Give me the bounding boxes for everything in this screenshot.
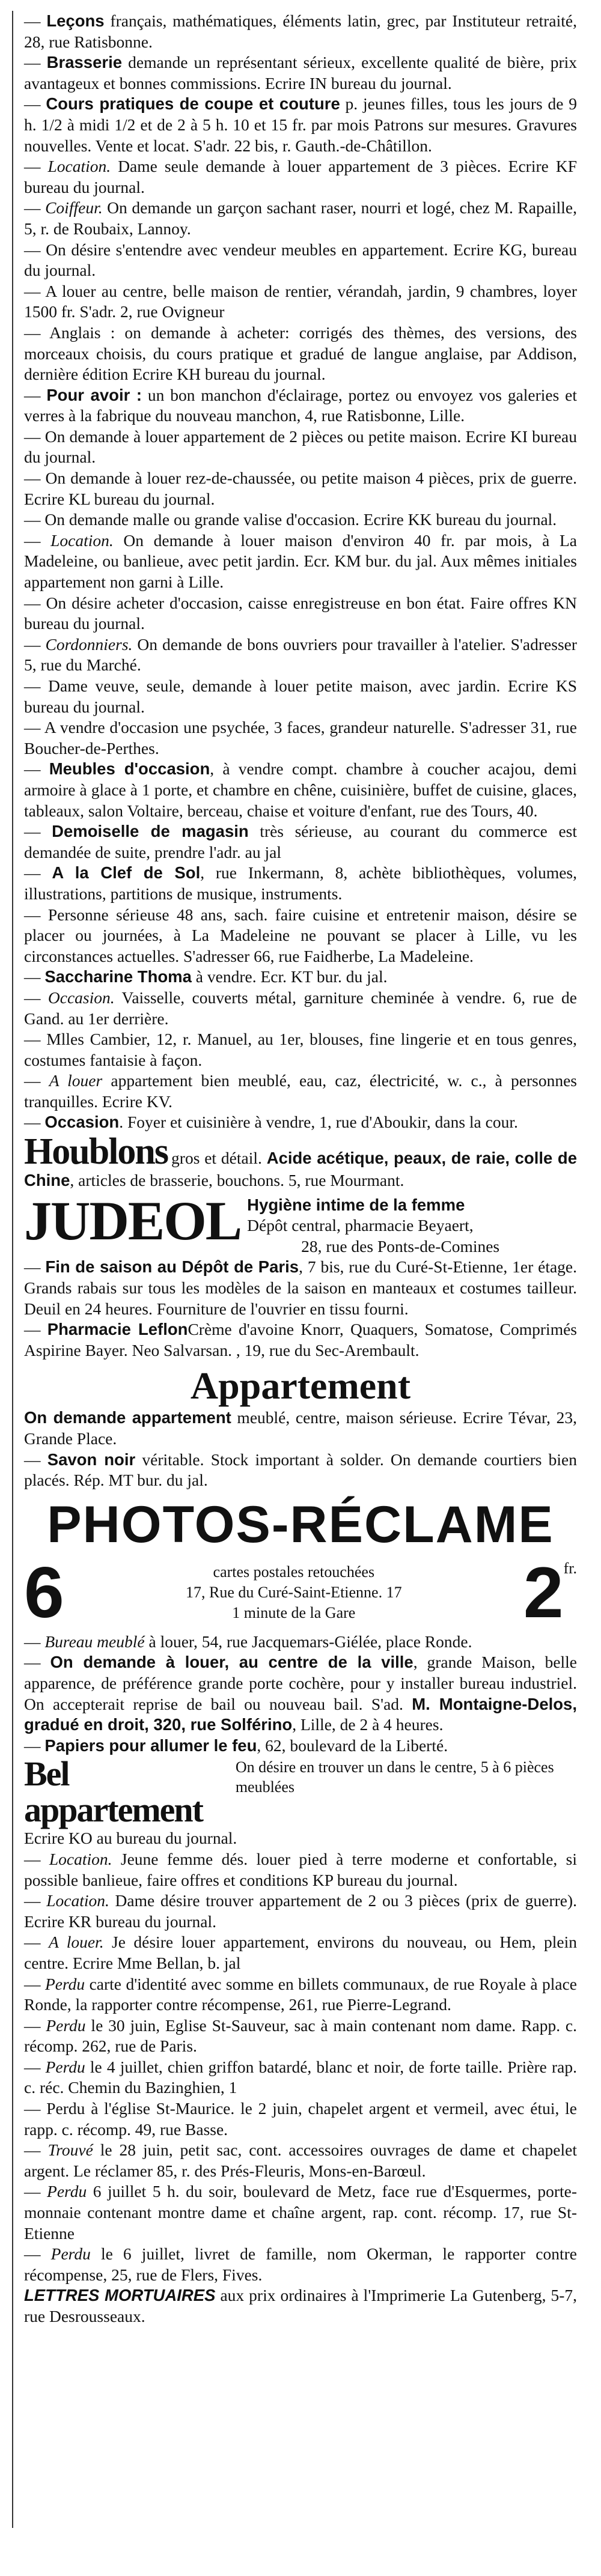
ad-prefix: —: [24, 1113, 45, 1132]
ad-text: , 62, boulevard de la Liberté.: [257, 1736, 448, 1755]
ads-section-c: [24, 1450, 577, 1491]
ad-text: appartement bien meublé, eau, caz, électricité, w. c., à personnes tranquilles. Ecrire KV.: [24, 1071, 577, 1111]
classified-ad: [24, 676, 577, 717]
ads-section-b: [24, 1257, 577, 1361]
classified-ad: [24, 323, 577, 385]
photos-fr: fr.: [563, 1559, 577, 1577]
ad-bold: Fin de saison au Dépôt de Paris: [45, 1257, 299, 1277]
lettres-bold: LETTRES MORTUAIRES: [24, 2286, 216, 2305]
classified-ad: [24, 1257, 577, 1319]
judeol-line1: Hygiène intime de la femme: [247, 1195, 465, 1214]
ad-text: le 4 juillet, chien griffon batardé, blanc et noir, de forte taille. Prière rap. c. réc. Chemin du Bazinghien, 1: [24, 2057, 577, 2097]
classified-ad: [24, 530, 577, 593]
ad-prefix: —: [24, 988, 48, 1007]
ad-text: le 28 juin, petit sac, cont. accessoires ouvrages de dame et chapelet argent. Le réclamer 85, r. des Prés-Fleuris, Mons-en-Barœul.: [24, 2140, 577, 2180]
classified-ad: [24, 94, 577, 156]
classified-ad: [24, 1632, 577, 1653]
ad-prefix: —: [24, 1320, 47, 1339]
ad-text: Jeune femme dés. louer pied à terre moderne et confortable, si possible banlieue, faire offres et conditions KP bureau du journal.: [24, 1849, 577, 1889]
ad-prefix: —: [24, 510, 45, 529]
ad-prefix: —: [24, 1257, 46, 1277]
ad-prefix: —: [24, 634, 46, 654]
classified-ad: [24, 634, 577, 676]
ad-text: On demande à louer rez-de-chaussée, ou petite maison 4 pièces, prix de guerre. Ecrire KL bureau du journal.: [24, 469, 577, 508]
classified-ad: [24, 2244, 577, 2285]
classified-ad: [24, 427, 577, 468]
appartement-text: meublé, centre, maison sérieuse. Ecrire Tévar, 23, Grande Place.: [24, 1408, 577, 1448]
ad-bold: Brasserie: [46, 53, 123, 72]
classified-ad: [24, 1736, 577, 1757]
ad-houblons: [24, 1133, 577, 1191]
ad-text: demande un représentant sérieux, excellente qualité de bière, prix avantageux et bonnes commissions. Ecrire IN bureau du journal.: [24, 53, 577, 93]
ad-prefix: —: [24, 967, 45, 986]
ad-italic: Location.: [50, 530, 114, 550]
ad-text: Dame désire trouver appartement de 2 ou 3 pièces (prix de guerre). Ecrire KR bureau du journal.: [24, 1891, 577, 1931]
ad-prefix: —: [24, 2182, 47, 2201]
ad-italic: Perdu: [44, 1974, 85, 1993]
ad-text: On demande un garçon sachant raser, nourri et logé, chez M. Rapaille, 5, r. de Roubaix, Lannoy.: [24, 198, 577, 238]
classified-ad: [24, 593, 577, 634]
ad-prefix: —: [24, 2244, 51, 2264]
classified-ad: [24, 1932, 577, 1973]
bel-head: Bel appartement: [24, 1754, 203, 1830]
classified-ad: [24, 1891, 577, 1932]
ad-italic: A louer.: [48, 1933, 104, 1952]
ad-italic: Perdu: [50, 2244, 91, 2264]
ad-prefix: —: [24, 1974, 45, 1993]
classified-ad: [24, 2098, 577, 2140]
classified-ad: [24, 11, 577, 52]
appartement-bold: On demande appartement: [24, 1408, 231, 1427]
ad-prefix: —: [24, 1736, 45, 1755]
ad-appartement: [24, 1408, 577, 1449]
classified-ad: [24, 2181, 577, 2244]
ad-text: très sérieuse, au courant du commerce est demandée de suite, prendre l'adr. au jal: [24, 822, 577, 861]
ad-italic: Trouvé: [47, 2140, 93, 2160]
ad-italic: Location.: [46, 1891, 109, 1910]
ad-text: carte d'identité avec somme en billets communaux, de rue Royale à place Ronde, la rapporter contre récompense, 261, rue Pierre-Legrand.: [24, 1974, 578, 2014]
classified-ad: [24, 905, 577, 967]
judeol-line3: 28, rue des Ponts-de-Comines: [301, 1236, 500, 1256]
ad-italic: Perdu: [47, 2182, 87, 2201]
ad-prefix: —: [24, 1891, 47, 1910]
photos-line2: 17, Rue du Curé-Saint-Etienne. 17: [186, 1583, 402, 1601]
ad-text: à vendre. Ecr. KT bur. du jal.: [191, 967, 388, 986]
ad-prefix: —: [24, 11, 47, 30]
ad-prefix: —: [24, 385, 47, 404]
photos-line1: cartes postales retouchées: [213, 1563, 375, 1581]
ad-text: On demande malle ou grande valise d'occasion. Ecrire KK bureau du journal.: [44, 510, 557, 529]
ad-text: véritable. Stock important à solder. On demande courtiers bien placés. Rép. MT bur. du jal.: [24, 1450, 577, 1490]
ad-prefix: —: [24, 759, 49, 779]
ad-prefix: —: [24, 94, 46, 114]
classified-ad: [24, 1849, 577, 1891]
ad-prefix: —: [24, 323, 50, 342]
ad-bold: Savon noir: [47, 1450, 136, 1469]
classified-ad: [24, 2057, 577, 2098]
classified-ad: [24, 821, 577, 863]
houblons-head: Houblons: [24, 1131, 168, 1173]
ad-italic: Location.: [49, 1849, 112, 1868]
ad-bold: On demande à louer, au centre de la ville: [50, 1653, 413, 1672]
houblons-text2: , articles de brasserie, bouchons. 5, rue Mourmant.: [70, 1171, 404, 1190]
ad-italic: Coiffeur.: [45, 198, 103, 217]
ad-text: , grande Maison, belle apparence, de préférence grande porte cochère, pour y installer bureau industriel. On accepterait reprise de bail ou nouveau bail. S'ad.: [24, 1653, 578, 1713]
ad-prefix: —: [24, 469, 46, 488]
ad-prefix: —: [24, 905, 48, 924]
ad-text: à louer, 54, rue Jacquemars-Giélée, place Ronde.: [144, 1632, 472, 1651]
ad-text: On désire acheter d'occasion, caisse enregistreuse en bon état. Faire offres KN bureau du journal.: [24, 593, 577, 633]
ad-bold: Papiers pour allumer le feu: [44, 1736, 257, 1755]
column-rule: [12, 11, 13, 2528]
ad-prefix: —: [24, 2057, 46, 2076]
classified-ad: [24, 240, 577, 281]
ad-text: On demande à louer appartement de 2 pièces ou petite maison. Ecrire KI bureau du journal.: [24, 427, 578, 467]
ad-text: Dame veuve, seule, demande à louer petite maison, avec jardin. Ecrire KS bureau du journal.: [24, 676, 577, 716]
classified-ad: [24, 281, 577, 323]
photos-line3: 1 minute de la Gare: [232, 1603, 356, 1621]
ad-prefix: —: [24, 1030, 47, 1049]
classified-ad: [24, 988, 577, 1029]
ad-prefix: —: [24, 2140, 48, 2160]
ad-bold: Pharmacie Leflon: [47, 1320, 188, 1339]
ad-prefix: —: [24, 822, 52, 841]
ad-prefix: —: [24, 157, 48, 176]
ad-bold: Pour avoir :: [46, 385, 142, 404]
classified-ad: [24, 717, 577, 759]
classified-ad: [24, 759, 577, 821]
ad-bold: Meubles d'occasion: [49, 759, 210, 779]
classified-ad: [24, 468, 577, 509]
photos-details: [64, 1562, 523, 1623]
bel-text1: On désire en trouver un dans le centre, 5 à 6 pièces meublées: [235, 1758, 554, 1796]
ad-prefix: —: [24, 863, 52, 882]
classified-ad: [24, 1652, 577, 1735]
ad-prefix: —: [24, 1450, 47, 1469]
ad-prefix: —: [24, 1071, 49, 1090]
ad-prefix: —: [24, 2016, 46, 2035]
classified-ad: [24, 967, 577, 988]
photos-row: [24, 1554, 577, 1632]
ad-text: , rue Inkermann, 8, achète bibliothèques, volumes, illustrations, partitions de musique, instruments.: [24, 863, 578, 903]
ad-text: français, mathématiques, éléments latin, grec, par Instituteur retraité, 28, rue Ratisbonne.: [24, 11, 577, 51]
appartement-head: Appartement: [190, 1364, 411, 1408]
ad-text2: , Lille, de 2 à 4 heures.: [292, 1715, 444, 1734]
ad-text: A vendre d'occasion une psychée, 3 faces, grandeur naturelle. S'adresser 31, rue Boucher-de-Perthes.: [24, 718, 578, 758]
ad-prefix: —: [24, 530, 51, 550]
classified-ad: [24, 198, 577, 239]
classified-ad: [24, 1112, 577, 1133]
ad-bold: Saccharine Thoma: [44, 967, 192, 986]
ad-italic: Perdu: [46, 2016, 86, 2035]
ad-judeol: [24, 1191, 577, 1257]
ad-text: On demande de bons ouvriers pour travailler à l'atelier. S'adresser 5, rue du Marché.: [24, 634, 578, 675]
classified-ad: [24, 2140, 577, 2181]
ad-prefix: —: [24, 198, 46, 217]
ad-text: . Foyer et cuisinière à vendre, 1, rue d'Aboukir, dans la cour.: [119, 1113, 518, 1132]
judeol-head: JUDEOL: [24, 1189, 242, 1251]
ad-text: p. jeunes filles, tous les jours de 9 h. 1/2 à midi 1/2 et de 2 à 5 h. 10 et 15 fr. par mois Patrons sur mesures. Gravures nouvelles. Vente et locat. S'adr. 22 bis, r. Gauth.-de-Châtillon.: [24, 94, 577, 155]
judeol-line2: Dépôt central, pharmacie Beyaert,: [247, 1216, 474, 1235]
classified-ad: [24, 385, 577, 427]
ad-text: Anglais : on demande à acheter: corrigés des thèmes, des versions, des morceaux choisis, du cours pratique et gradué de langue anglaise, par Addison, dernière édition Ecrire KH bureau du journal.: [24, 323, 578, 384]
ad-text: Crème d'avoine Knorr, Quaquers, Somatose, Comprimés Aspirine Bayer. Neo Salvarsan.: [24, 1320, 577, 1359]
ad-italic: Cordonniers.: [45, 634, 133, 654]
ad-text: le 6 juillet, livret de famille, nom Okerman, le rapporter contre récompense, 25, rue de Flers, Fives.: [24, 2244, 578, 2284]
ads-section-a: [24, 11, 577, 1133]
ad-text: 6 juillet 5 h. du soir, boulevard de Metz, face rue d'Esquermes, porte-monnaie contenant montre dame et chaîne argent, rap. cont. récomp. 17, rue St-Etienne: [24, 2182, 577, 2243]
ad-text: Je désire louer appartement, environs du nouveau, ou Hem, plein centre. Ecrire Mme Bellan, b. jal: [24, 1933, 577, 1972]
ad-bold: Cours pratiques de coupe et couture: [46, 94, 340, 114]
classified-ad: [24, 1029, 577, 1071]
ad-text: Perdu à l'église St-Maurice. le 2 juin, chapelet argent et vermeil, avec étui, le rapp. c. récomp. 49, rue Basse.: [24, 2099, 577, 2139]
ad-text: On demande à louer maison d'environ 40 fr. par mois, à La Madeleine, ou banlieue, avec petit jardin. Ecr. KM bur. du jal. Aux mêmes initiales appartement non garni à Lille.: [24, 530, 577, 592]
ad-text: Personne sérieuse 48 ans, sach. faire cuisine et entretenir maison, désire se placer ou journées, à La Madeleine ne pouvant se placer à Lille, vu les circonstances actuelles. S'adresser 66, rue Faidherbe, La Madeleine.: [24, 905, 577, 965]
ad-text: Dame seule demande à louer appartement de 3 pièces. Ecrire KF bureau du journal.: [24, 157, 577, 196]
ads-section-d: [24, 1632, 577, 1757]
houblons-text1: gros et détail.: [171, 1149, 267, 1168]
ad-prefix: —: [24, 1849, 49, 1868]
classified-ad: [24, 1319, 577, 1361]
ad-text: un bon manchon d'éclairage, portez ou envoyez vos galeries et verres à la fabrique du nouveau manchon, 4, rue Ratisbonne, Lille.: [24, 385, 578, 425]
ad-prefix: —: [24, 53, 47, 72]
ad-italic: Bureau meublé: [44, 1632, 145, 1651]
classified-ad: [24, 863, 577, 904]
ad-text: On désire s'entendre avec vendeur meubles en appartement. Ecrire KG, bureau du journal.: [24, 240, 577, 280]
ad-bold: A la Clef de Sol: [52, 863, 201, 882]
classified-ad: [24, 2016, 577, 2057]
ad-bold2: M. Montaigne-Delos, gradué en droit, 320, rue Solférino: [24, 1694, 577, 1734]
ad-prefix: —: [24, 676, 49, 695]
ad-bold: Demoiselle de magasin: [52, 822, 249, 841]
ad-italic: Occasion.: [47, 988, 115, 1007]
photos-right-num: 2: [523, 1552, 564, 1633]
ad-italic: Location.: [47, 157, 111, 176]
ad-italic: A louer: [49, 1071, 103, 1090]
classified-ad: [24, 156, 577, 198]
ad-prefix: —: [24, 718, 44, 737]
ad-prefix: —: [24, 2099, 47, 2118]
photos-title: PHOTOS-RÉCLAME: [47, 1495, 554, 1554]
photos-left-num: 6: [24, 1552, 64, 1633]
classified-ad: [24, 1450, 577, 1491]
ad-text: le 30 juin, Eglise St-Sauveur, sac à main contenant nom dame. Rapp. c. récomp. 262, rue de Paris.: [24, 2016, 578, 2056]
ad-text: , 7 bis, rue du Curé-St-Etienne, 1er étage. Grands rabais sur tous les modèles de la saison en manteaux et costumes tailleur. Deuil en 24 heures. Fourniture de l'ouvrier en tissu fourni.: [24, 1257, 578, 1318]
bel-text2: Ecrire KO au bureau du journal.: [24, 1829, 237, 1848]
lettres-text: aux prix ordinaires à l'Imprimerie La Gutenberg, 5-7, rue Desrousseaux.: [24, 2286, 577, 2325]
classified-ad: [24, 1974, 577, 2016]
ad-prefix: —: [24, 281, 46, 300]
classified-ad: [24, 509, 577, 530]
ad-text2: , 19, rue du Sec-Arembault.: [236, 1340, 419, 1359]
ad-prefix: —: [24, 1933, 49, 1952]
ad-italic: Perdu: [45, 2057, 85, 2076]
ad-text: , à vendre compt. chambre à coucher acajou, demi armoire à glace à 1 porte, et chambre en chêne, cuisinière, buffet de cuisine, glaces, tableaux, salon Voltaire, berceau, chaise et voiture d'enfant, rue des Tours, 40.: [24, 759, 578, 820]
ads-section-e: [24, 1849, 577, 2285]
ad-bold: Leçons: [46, 11, 105, 30]
ad-lettres-mortuaires: [24, 2285, 577, 2327]
classified-ad: [24, 1071, 577, 1112]
ad-prefix: —: [24, 240, 46, 259]
houblons-bold: Acide acétique, peaux, de raie, colle de Chine: [24, 1149, 577, 1190]
ad-prefix: —: [24, 1653, 50, 1672]
ad-prefix: —: [24, 593, 46, 612]
ad-prefix: —: [24, 1632, 45, 1651]
classified-ad: [24, 52, 577, 94]
ad-text: Vaisselle, couverts métal, garniture cheminée à vendre. 6, rue de Gand. au 1er derrière.: [24, 988, 577, 1028]
ad-prefix: —: [24, 427, 45, 446]
ad-text: A louer au centre, belle maison de rentier, vérandah, jardin, 9 chambres, loyer 1500 fr. S'adr. 2, rue Ovigneur: [24, 281, 577, 321]
ad-text: Mlles Cambier, 12, r. Manuel, au 1er, blouses, fine lingerie et en tous genres, costumes fantaisie à façon.: [24, 1030, 577, 1069]
ad-bold: Occasion: [44, 1113, 120, 1132]
ad-bel-appartement: [24, 1756, 577, 1828]
